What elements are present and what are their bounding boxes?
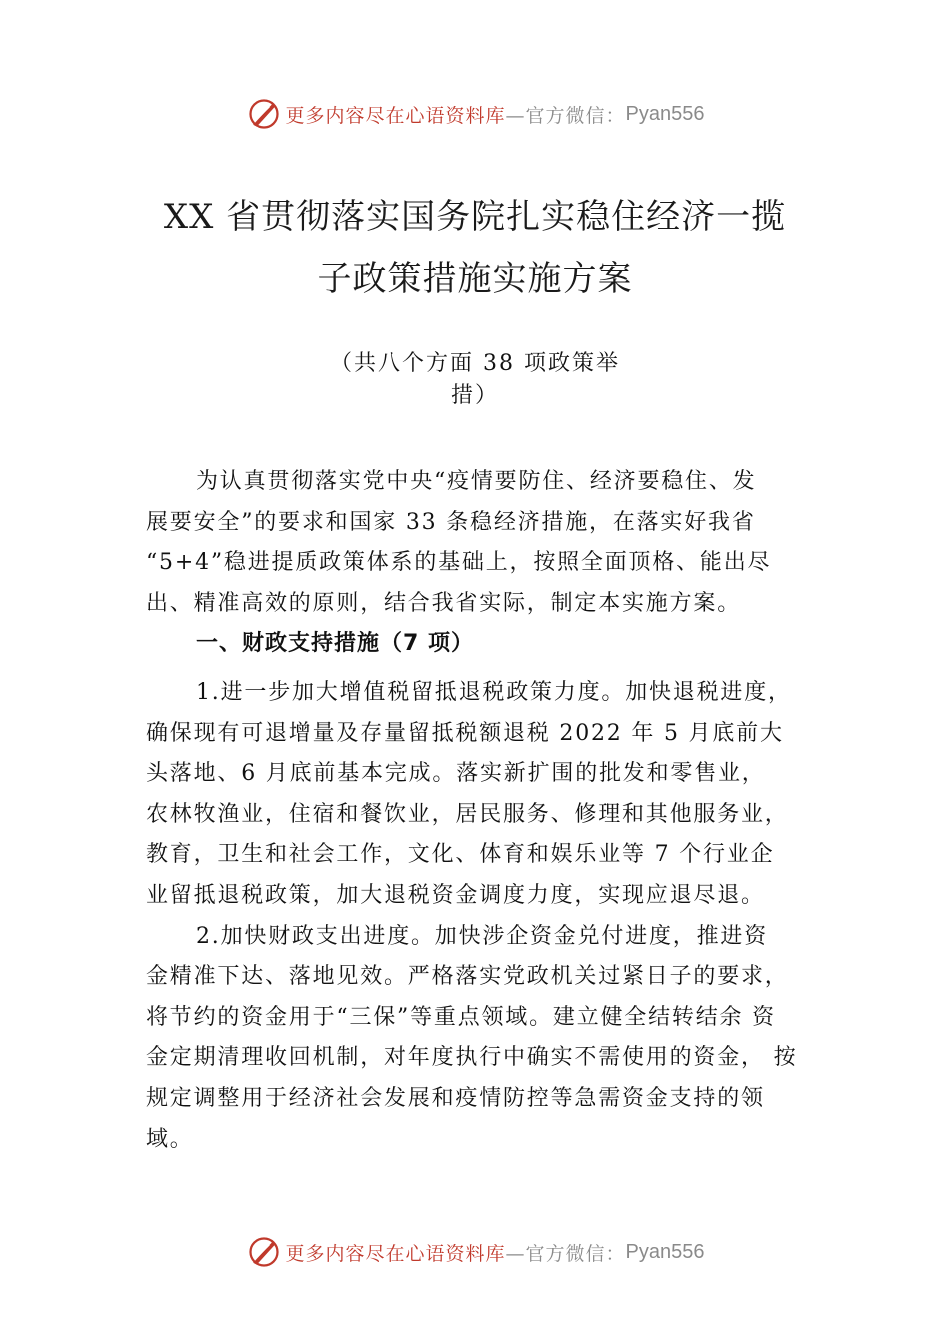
banner-gray-text: —官方微信： bbox=[505, 1242, 626, 1265]
item-1-line: 教育，卫生和社会工作，文化、体育和娱乐业等 7 个行业企 bbox=[146, 842, 775, 868]
item-1-line: 头落地、6 月底前基本完成。落实新扩围的批发和零售业， bbox=[146, 761, 766, 787]
item-2-line: 金定期清理收回机制，对年度执行中确实不需使用的资金， 按 bbox=[146, 1045, 798, 1071]
banner-red-text: 更多内容尽在心语资料库 bbox=[285, 104, 506, 127]
intro-line: 展要安全”的要求和国家 33 条稳经济措施，在落实好我省 bbox=[146, 509, 756, 535]
item-2-line: 域。 bbox=[146, 1126, 194, 1152]
document-subtitle bbox=[250, 348, 700, 412]
item-1-paragraph bbox=[146, 673, 826, 917]
banner-red-text: 更多内容尽在心语资料库 bbox=[285, 1242, 506, 1265]
item-2-line: 将节约的资金用于“三保”等重点领域。建立健全结转结余 资 bbox=[146, 1004, 776, 1030]
item-1-line: 业留抵退税政策，加大退税资金调度力度，实现应退尽退。 bbox=[146, 882, 765, 908]
item-2-paragraph bbox=[146, 917, 826, 1161]
item-2-line: 金精准下达、落地见效。严格落实党政机关过紧日子的要求， bbox=[146, 964, 789, 990]
intro-line: 为认真贯彻落实党中央“疫情要防住、经济要稳住、发 bbox=[196, 469, 757, 494]
intro-line: 出、精准高效的原则，结合我省实际，制定本实施方案。 bbox=[146, 590, 742, 616]
document-title bbox=[100, 186, 850, 310]
banner-gray-text: —官方微信： bbox=[505, 104, 626, 127]
document-body bbox=[146, 462, 826, 1160]
banner-wechat-id: Pyan556 bbox=[625, 102, 705, 125]
item-1-line: 农林牧渔业，住宿和餐饮业，居民服务、修理和其他服务业， bbox=[146, 801, 789, 827]
banner-wechat-id: Pyan556 bbox=[625, 1240, 705, 1263]
item-2-line: 规定调整用于经济社会发展和疫情防控等急需资金支持的领 bbox=[146, 1085, 765, 1111]
intro-paragraph bbox=[146, 462, 826, 624]
title-line-1: XX 省贯彻落实国务院扎实稳住经济一揽 bbox=[163, 197, 787, 237]
intro-line: “5+4”稳进提质政策体系的基础上，按照全面顶格、能出尽 bbox=[146, 550, 772, 576]
item-1-line: 1.进一步加大增值税留抵退税政策力度。加快退税进度， bbox=[196, 679, 792, 705]
footer-banner bbox=[0, 1232, 950, 1272]
item-1-line: 确保现有可退增量及存量留抵税额退税 2022 年 5 月底前大 bbox=[146, 720, 784, 746]
feather-pen-logo-icon bbox=[246, 1234, 282, 1270]
item-2-line: 2.加快财政支出进度。加快涉企资金兑付进度，推进资 bbox=[196, 923, 768, 949]
title-line-2: 子政策措施实施方案 bbox=[317, 259, 633, 299]
header-banner bbox=[0, 94, 950, 134]
subtitle-line-1: （共八个方面 38 项政策举 bbox=[330, 351, 620, 376]
subtitle-line-2: 措） bbox=[450, 383, 499, 408]
section-1-heading: 一、财政支持措施（7 项） bbox=[196, 631, 474, 657]
feather-pen-logo-icon bbox=[246, 96, 282, 132]
